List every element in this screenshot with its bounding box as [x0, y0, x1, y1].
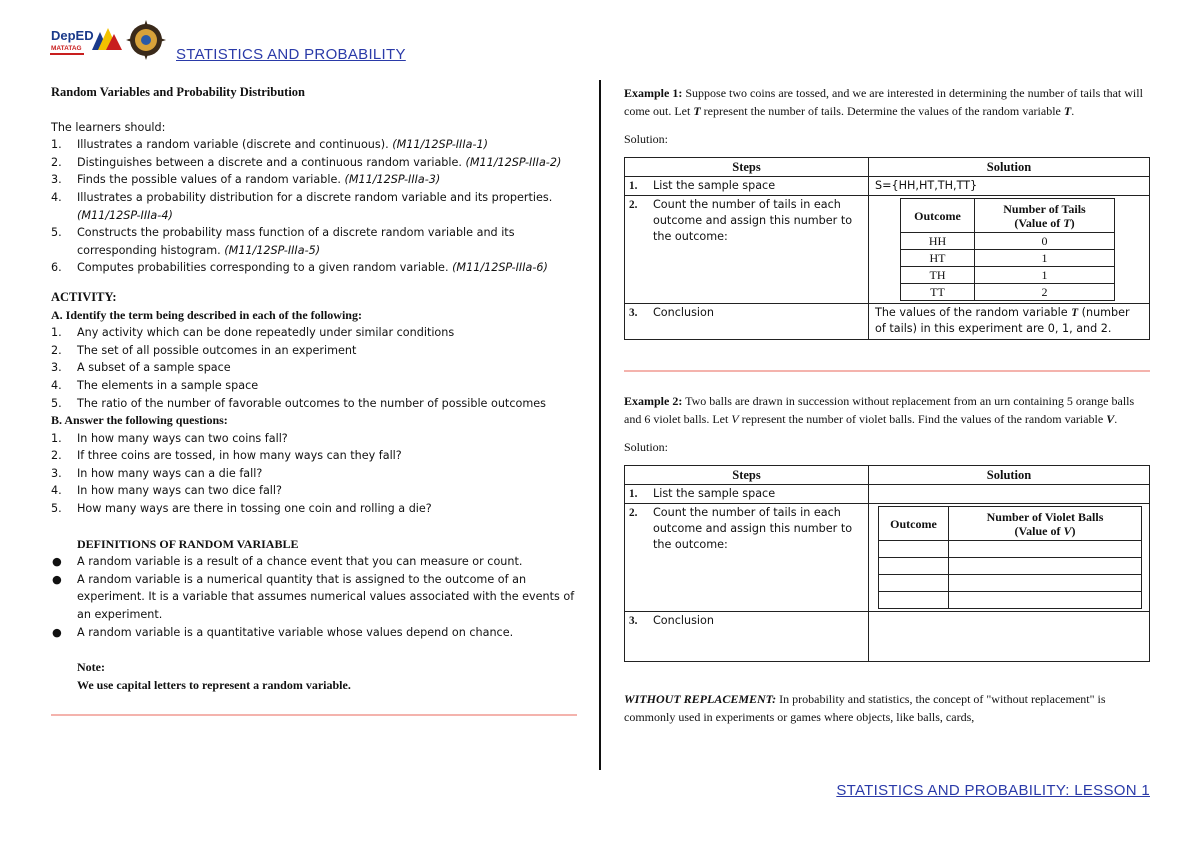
table-row: TT 2 [901, 284, 1115, 301]
note-label: Note: [77, 660, 105, 675]
definitions-title: DEFINITIONS OF RANDOM VARIABLE [77, 536, 299, 551]
example-2-table [624, 465, 1150, 662]
list-item: ● A random variable is a quantitative variable whose values depend on chance. [52, 625, 514, 639]
table-row: 3. Conclusion [629, 306, 714, 319]
col-solution-header: Solution [869, 466, 1150, 485]
list-item: 2. Distinguishes between a discrete and a continuous random variable. (M11/12SP-IIIa-2) [51, 155, 562, 169]
example-2-solution-label: Solution: [624, 440, 669, 454]
list-item: 2. If three coins are tossed, in how many ways can they fall? [51, 449, 402, 463]
outcome-table: Outcome Number of Violet Balls (Value of V) [878, 506, 1142, 609]
table-row: TH 1 [901, 267, 1115, 284]
example-2-prompt: Example 2: Two balls are drawn in succession without replacement from an urn containing 5 orange balls and 6 violet balls. Let V represent the number of violet balls. Find the values of the random variable V. [624, 394, 1135, 426]
list-item: 1. Any activity which can be done repeatedly under similar conditions [51, 326, 455, 340]
table-row: HH 0 [901, 233, 1115, 250]
col-solution-header: Solution [869, 158, 1150, 177]
table-row [879, 541, 1142, 558]
example-1-table [624, 157, 1150, 340]
definitions-list [51, 553, 579, 641]
part-b-list [51, 430, 579, 518]
lesson-heading: Random Variables and Probability Distribution [51, 85, 305, 99]
without-replacement-paragraph: WITHOUT REPLACEMENT: In probability and statistics, the concept of "without replacement" is commonly used in experiments or games where objects, like balls, cards, [624, 692, 1106, 724]
left-column [51, 84, 579, 716]
conclusion-text: The values of the random variable T (number of tails) in this experiment are 0, 1, and 2. [875, 306, 1130, 335]
list-item: 4. The elements in a sample space [51, 378, 259, 392]
list-item: 3. Finds the possible values of a random variable. (M11/12SP-IIIa-3) [51, 173, 441, 187]
example-1-solution-label: Solution: [624, 132, 669, 146]
table-row [879, 575, 1142, 592]
list-item: 5. The ratio of the number of favorable outcomes to the number of possible outcomes [51, 396, 546, 410]
list-item: 3. In how many ways can a die fall? [51, 466, 263, 480]
list-item: 6. Computes probabilities corresponding to a given random variable. (M11/12SP-IIIa-6) [51, 261, 548, 275]
outcome-table: Outcome Number of Tails (Value of T) HH 0 HT 1 TH 1 TT 2 [900, 198, 1115, 301]
header-title: STATISTICS AND PROBABILITY [176, 46, 406, 63]
inner-col-outcome: Outcome [901, 199, 975, 233]
list-item: ● A random variable is a numerical quantity that is assigned to the outcome of an experiment. It is a variable that assumes numerical values associated with the events of an experiment. [52, 572, 575, 622]
header-logos [50, 20, 170, 64]
table-row [879, 592, 1142, 609]
competency-list [51, 136, 579, 277]
example-1-prompt: Example 1: Suppose two coins are tossed, and we are interested in determining the number of tails that will come out. Let T represent the number of tails. Determine the values of the random variable T. [624, 86, 1143, 118]
part-a-list [51, 324, 579, 412]
list-item: 4. In how many ways can two dice fall? [51, 484, 282, 498]
table-row: 1. List the sample space [629, 179, 776, 192]
footer-title: STATISTICS AND PROBABILITY: LESSON 1 [836, 782, 1150, 799]
part-b-title: B. Answer the following questions: [51, 413, 228, 428]
inner-col-value: Number of Tails [1003, 201, 1086, 216]
activity-title: ACTIVITY: [51, 289, 117, 304]
section-rule [51, 714, 577, 716]
table-row: HT 1 [901, 250, 1115, 267]
logo-subtext: MATATAG [51, 45, 82, 52]
table-row: 2. Count the number of tails in each outcome and assign this number to the outcome: [629, 198, 853, 243]
section-rule [624, 370, 1150, 372]
list-item: 3. A subset of a sample space [51, 361, 231, 375]
note-text: We use capital letters to represent a random variable. [77, 677, 351, 692]
list-item: 1. In how many ways can two coins fall? [51, 431, 288, 445]
sample-space: S={HH,HT,TH,TT} [875, 179, 978, 192]
part-a-title: A. Identify the term being described in each of the following: [51, 307, 362, 322]
table-row: 3. Conclusion [629, 614, 714, 627]
logo-text: DepED [51, 28, 94, 43]
list-item: 5. How many ways are there in tossing one coin and rolling a die? [51, 502, 432, 516]
list-item: 5. Constructs the probability mass function of a discrete random variable and its corresponding histogram. (M11/12SP-IIIa-5) [51, 226, 515, 257]
table-row [879, 558, 1142, 575]
deped-logo-icon [50, 20, 170, 64]
inner-col-value: Number of Violet Balls [986, 509, 1104, 524]
list-item: 1. Illustrates a random variable (discrete and continuous). (M11/12SP-IIIa-1) [51, 138, 489, 152]
list-item: ● A random variable is a result of a chance event that you can measure or count. [52, 555, 523, 569]
list-item: 4. Illustrates a probability distribution for a discrete random variable and its properties. (M11/12SP-IIIa-4) [51, 190, 553, 222]
column-divider [599, 80, 601, 770]
list-item: 2. The set of all possible outcomes in an experiment [51, 343, 357, 357]
table-row: 1. List the sample space [629, 487, 776, 500]
right-column [624, 84, 1152, 726]
inner-col-outcome: Outcome [879, 507, 949, 541]
table-row: 2. Count the number of tails in each outcome and assign this number to the outcome: [629, 506, 853, 551]
learners-intro: The learners should: [51, 120, 166, 134]
col-steps-header: Steps [625, 158, 869, 177]
col-steps-header: Steps [625, 466, 869, 485]
